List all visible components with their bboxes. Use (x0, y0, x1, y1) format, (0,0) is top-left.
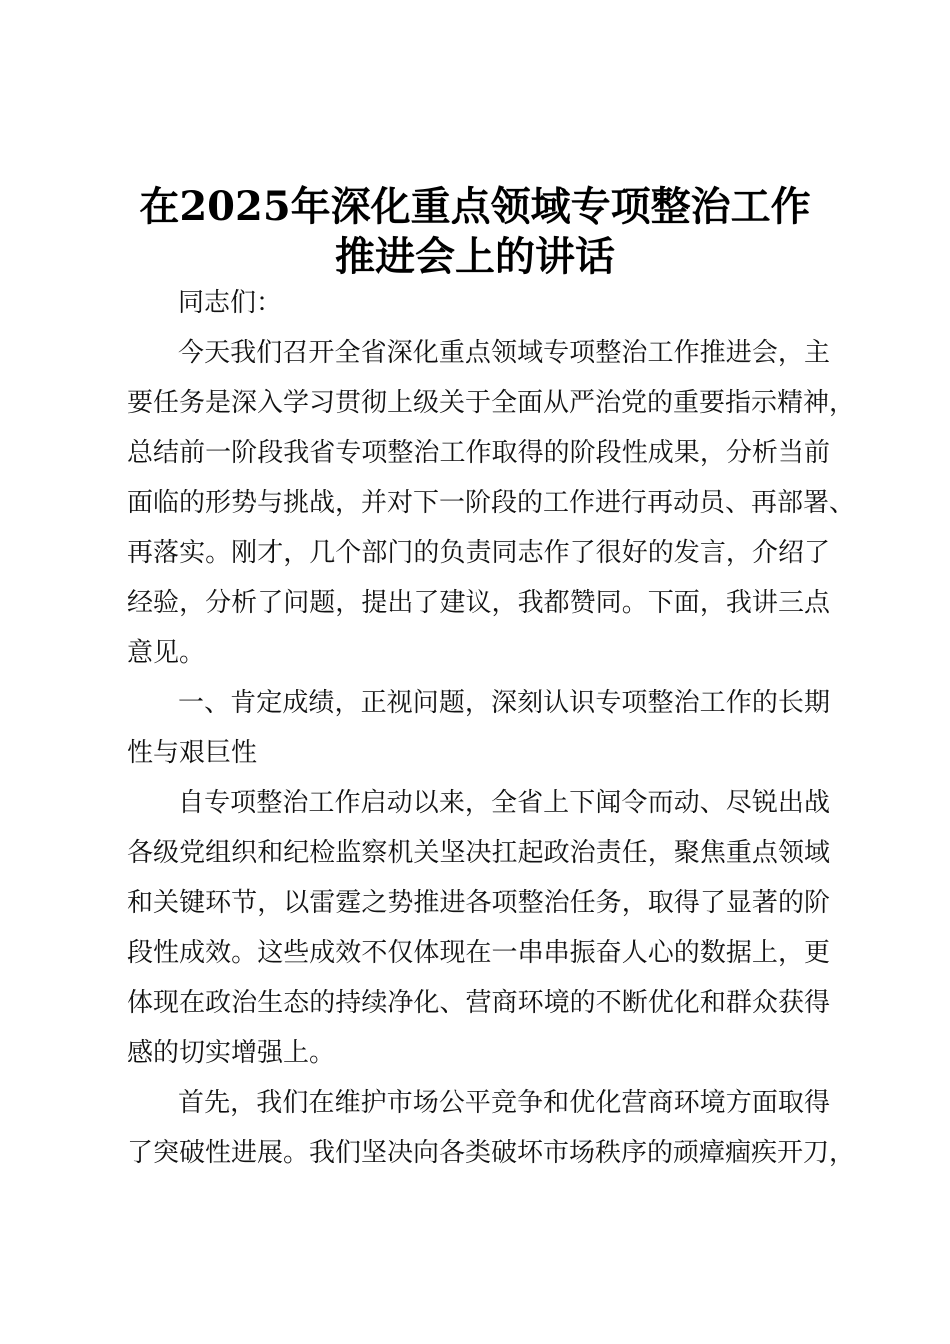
text-line: 首先，我们在维护市场公平竞争和优化营商环境方面取得 (178, 1088, 830, 1118)
text-line: 性与艰巨性 (127, 738, 258, 768)
text-line: 和关键环节，以雷霆之势推进各项整治任务，取得了显著的阶 (127, 888, 830, 918)
text-line: 体现在政治生态的持续净化、营商环境的不断优化和群众获得 (127, 988, 830, 1018)
text-line: 再落实。刚才，几个部门的负责同志作了很好的发言，介绍了 (127, 538, 830, 568)
document-body (127, 278, 856, 1178)
text-line: 意见。 (127, 638, 206, 668)
text-line: 各级党组织和纪检监察机关坚决扛起政治责任，聚焦重点领域 (127, 838, 830, 868)
document-title-line-1: 在2025年深化重点领域专项整治工作 (139, 183, 811, 230)
text-line: 感的切实增强上。 (127, 1038, 336, 1068)
text-line: 总结前一阶段我省专项整治工作取得的阶段性成果，分析当前 (127, 438, 830, 468)
text-line: 自专项整治工作启动以来，全省上下闻令而动、尽锐出战 (178, 788, 830, 818)
text-line: 今天我们召开全省深化重点领域专项整治工作推进会，主 (178, 338, 830, 368)
text-line: 面临的形势与挑战，并对下一阶段的工作进行再动员、再部署、 (127, 488, 856, 518)
text-line: 同志们： (178, 288, 283, 318)
text-line: 一、肯定成绩，正视问题，深刻认识专项整治工作的长期 (178, 688, 830, 718)
document-title-line-2: 推进会上的讲话 (335, 233, 615, 280)
text-line: 要任务是深入学习贯彻上级关于全面从严治党的重要指示精神， (127, 388, 856, 418)
text-line: 经验，分析了问题，提出了建议，我都赞同。下面，我讲三点 (127, 588, 830, 618)
text-line: 了突破性进展。我们坚决向各类破坏市场秩序的顽瘴痼疾开刀， (127, 1138, 856, 1168)
text-line: 段性成效。这些成效不仅体现在一串串振奋人心的数据上，更 (127, 938, 830, 968)
